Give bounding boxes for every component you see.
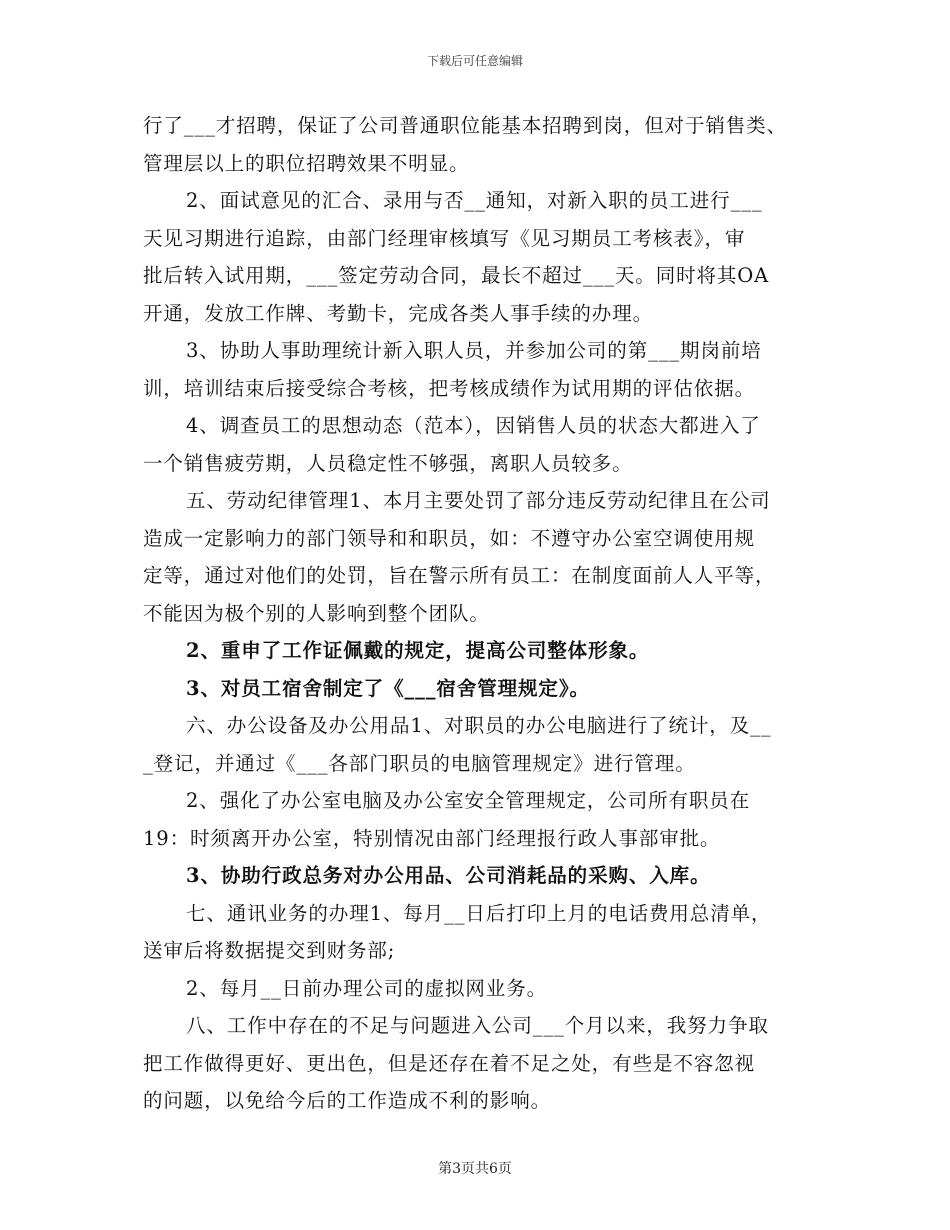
- document-body: [143, 107, 818, 1120]
- text-line: 3、对员工宿舍制定了《___宿舍管理规定》。: [186, 676, 590, 700]
- text-line: 六、办公设备及办公用品1、对职员的办公电脑进行了统计，及__: [186, 714, 772, 737]
- text-line: 七、通讯业务的办理1、每月__日后打印上月的电话费用总清单，: [186, 901, 772, 925]
- text-line: 五、劳动纪律管理1、本月主要处罚了部分违反劳动纪律且在公司: [186, 489, 771, 512]
- text-line: 2、重申了工作证佩戴的规定，提高公司整体形象。: [186, 639, 650, 662]
- text-line: 一个销售疲劳期，人员稳定性不够强，离职人员较多。: [143, 451, 633, 475]
- text-line: 2、每月__日前办理公司的虚拟网业务。: [186, 976, 548, 1000]
- text-line: _登记，并通过《___各部门职员的电脑管理规定》进行管理。: [143, 751, 696, 775]
- text-line: 造成一定影响力的部门领导和和职员，如：不遵守办公室空调使用规: [143, 526, 756, 550]
- text-line: 批后转入试用期，___签定劳动合同，最长不超过___天。同时将其OA: [143, 264, 770, 287]
- text-line: 3、协助人事助理统计新入职人员，并参加公司的第___期岗前培: [186, 339, 762, 362]
- text-line: 2、面试意见的汇合、录用与否__通知，对新入职的员工进行___: [186, 189, 763, 212]
- page-footer-number: 第3页共6页: [438, 1161, 512, 1177]
- text-line: 送审后将数据提交到财务部;: [143, 939, 396, 962]
- page-header-note: 下载后可任意编辑: [426, 54, 523, 68]
- text-line: 定等，通过对他们的处罚，旨在警示所有员工：在制度面前人人平等，: [143, 564, 776, 587]
- text-line: 3、协助行政总务对办公用品、公司消耗品的采购、入库。: [186, 864, 711, 887]
- text-line: 开通，发放工作牌、考勤卡，完成各类人事手续的办理。: [143, 301, 654, 325]
- text-line: 把工作做得更好、更出色，但是还存在着不足之处，有些是不容忽视: [143, 1051, 756, 1075]
- text-line: 19：时须离开办公室，特别情况由部门经理报行政人事部审批。: [143, 826, 721, 850]
- text-line: 2、强化了办公室电脑及办公室安全管理规定，公司所有职员在: [186, 789, 751, 812]
- text-line: 的问题，以免给今后的工作造成不利的影响。: [143, 1089, 552, 1112]
- text-line: 行了___才招聘，保证了公司普通职位能基本招聘到岗，但对于销售类、: [143, 114, 787, 137]
- text-line: 4、调查员工的思想动态（范本），因销售人员的状态大都进入了: [186, 414, 761, 437]
- text-line: 八、工作中存在的不足与问题进入公司___个月以来，我努力争取: [186, 1014, 769, 1037]
- text-line: 不能因为极个别的人影响到整个团队。: [143, 601, 490, 625]
- text-line: 天见习期进行追踪，由部门经理审核填写《见习期员工考核表》，审: [143, 226, 746, 250]
- text-line: 管理层以上的职位招聘效果不明显。: [143, 151, 470, 175]
- text-line: 训，培训结束后接受综合考核，把考核成绩作为试用期的评估依据。: [143, 376, 756, 400]
